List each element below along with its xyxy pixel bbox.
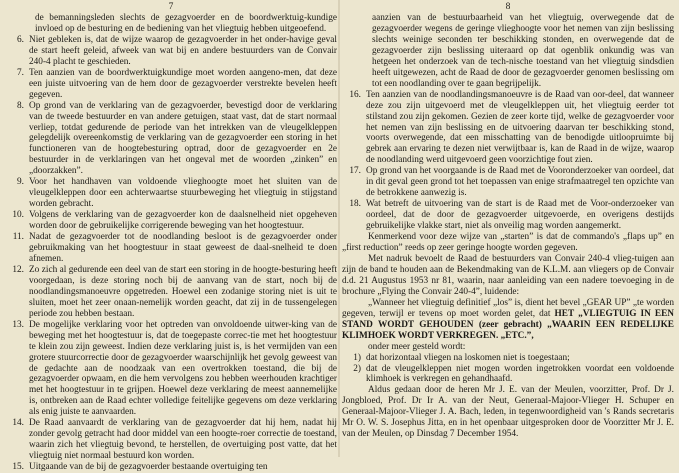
right-intro-paragraph: aanzien van de bestuurbaarheid van het vliegtuig, overwegende dat de gezagvoerder wegens de geringe vlieghoogte voor het nemen van zijn beslissing slechts weinige seconden ter beschikking stonden, en overwegende dat de gezagvoerder zijn beslissing uiteraard op dat ogenblik onkundig was van hetgeen het onderzoek van de tech-nische toestand van het vliegtuig sindsdien heeft uitgewezen, acht de Raad de door de gezagvoerder genomen beslissing om tot een noodlanding over te gaan begrijpelijk.: [372, 13, 674, 89]
left-intro-paragraph: de bemanningsleden slechts de gezagvoerder en de boordwerktuig-kundige invloed op de besturing en de bediening van het vliegtuig hebben uitgeoefend.: [35, 13, 337, 34]
numbered-paragraph-number: 15.: [12, 462, 24, 473]
numbered-paragraph-number: 18.: [349, 199, 361, 210]
numbered-paragraph-text: Niet gebleken is, dat de wijze waarop de gezagvoerder in het onder-havige geval de start heeft geleid, afweek van wat bij en andere bestuurders van de Convair 240-4 placht te geschieden.: [29, 34, 337, 67]
numbered-paragraph-text: Wat betreft de uitvoering van de start is de Raad met de Voor-onderzoeker van oordeel, dat de door de gezagvoerder uitgevoerde, en overigens destijds gebruikelijke vlakke start, niet als onveilig mag worden aangemerkt.: [366, 199, 674, 232]
numbered-paragraph-number: 9.: [17, 177, 24, 188]
numbered-paragraph: [5, 320, 337, 419]
right-numbered-list: [342, 90, 674, 232]
condition-item-text: dat de vleugelkleppen niet mogen worden ingetrokken voordat een voldoende klimhoek is verkregen en gehandhaafd.: [366, 363, 674, 385]
numbered-paragraph: [342, 166, 674, 199]
page-number-left: 7: [168, 2, 174, 12]
numbered-paragraph-text: Zo zich al gedurende een deel van de start een storing in de hoogte-besturing heeft voorgedaan, is deze storing noch bij de aanvang van de start, noch bij de noodlandingsmanoeuvre opgetreden. Hoewel een zodanige storing niet is uit te sluiten, moet het zeer onaan-nemelijk worden geacht, dat zij in de tussengelegen periode zou hebben bestaan.: [29, 264, 337, 319]
numbered-paragraph-text: De mogelijke verklaring voor het optreden van onvoldoende uitwer-king van de beweging met het hoogtestuur is, dat de toegepaste correc-tie met het hoogtestuur te klein zou zijn geweest. Indien deze verklaring juist is, is het vermijden van een grotere stuurcorrectie door de gezagvoerder waarschijnlijk het gevolg geweest van de gedachte aan de noodzaak van een overtrokken toestand, die bij de gezagvoerder opwaam, en die hem vervolgens zou hebben weerhouden krachtiger met het hoogtestuur in te grijpen. Hoewel deze verklaring de meest aannemelijke is, ontbreken aan de Raad echter volledige feitelijke gegevens om deze verklaring als enig juiste te aanvaarden.: [29, 319, 337, 418]
brochure-quote: [342, 298, 674, 342]
condition-item: [342, 353, 674, 364]
conditions-list: [342, 353, 674, 386]
numbered-paragraph: [342, 199, 674, 232]
numbered-paragraph: [5, 35, 337, 68]
kenmerkend-paragraph: Kenmerkend voor deze wijze van „starten” is dat de commando's „flaps up” en „first reduction” reeds op zeer geringe hoogte worden gegeven.: [342, 232, 674, 254]
numbered-paragraph-text: De Raad aanvaardt de verklaring van de gezagvoerder dat hij hem, nadat hij zonder gevolg getracht had door middel van een hoogte-roer correctie de toestand, waarin zich het vliegtuig bevond, te herstellen, de overtuiging post vatte, dat het vliegtuig niet normaal bestuurd kon worden.: [29, 418, 337, 462]
left-numbered-list: [5, 35, 337, 473]
numbered-paragraph: [5, 232, 337, 265]
nadruk-paragraph: Met nadruk bevoelt de Raad de bestuurders van Convair 240-4 vlieg-tuigen aan zijn de band te houden aan de Bekendmaking van de K.L.M. aan vliegers op de Convair d.d. 21 Augustus 1953 nr 81, waarin, naar aanleiding van een nadere toevoeging in de brochure „Flying the Convair 240-4”, luidende:: [342, 253, 674, 297]
numbered-paragraph: [5, 418, 337, 462]
brochure-quote-plain: „Wanneer het vliegtuig definitief „los” is, dient het bevel „GEAR UP” „te worden gegeven, terwijl er tevens op moet worden gelet, dat: [342, 297, 674, 319]
left-page: [5, 0, 337, 473]
right-page: [342, 0, 674, 457]
numbered-paragraph: [342, 90, 674, 167]
numbered-paragraph: [5, 101, 337, 178]
numbered-paragraph-number: 11.: [12, 232, 24, 243]
onder-meer-line: onder meer gesteld wordt:: [368, 341, 466, 352]
numbered-paragraph-number: 16.: [349, 89, 361, 100]
numbered-paragraph-number: 7.: [17, 67, 24, 78]
signature-paragraph: Aldus gedaan door de heren Mr J. E. van der Meulen, voorzitter, Prof. Dr J. Jongbloed, Prof. Dr Ir A. van der Neut, Generaal-Majoor-Vlieger H. Schuper en Generaal-Majoor-Vlieger J. A. Bach, leden, in tegenwoordigheid van 's Rands secretaris Mr O. W. S. Josephus Jitta, en in het openbaar uitgesproken door de Voorzitter Mr J. E. van der Meulen, op Dinsdag 7 December 1954.: [342, 385, 674, 440]
numbered-paragraph-text: Nadat de gezagvoerder tot de noodlanding besloot is de gezagvoerder onder gebruikmaking van het hoogtestuur in staat geweest de daal-snelheid te doen afnemen.: [29, 232, 337, 264]
condition-item-number: 1): [353, 352, 361, 363]
numbered-paragraph-number: 6.: [17, 34, 24, 45]
numbered-paragraph: [5, 462, 337, 473]
brochure-quote-bold: HET „VLIEGTUIG IN EEN STAND WORDT GEHOUDEN (zeer gebracht) „WAARIN EEN REDELIJKE KLIMHOEK WORDT VERKREGEN. „ETC.”,: [342, 308, 674, 341]
numbered-paragraph-number: 14.: [12, 418, 24, 429]
numbered-paragraph-text: Op grond van het voorgaande is de Raad met de Vooronderzoeker van oordeel, dat in dit geval geen grond tot het toepassen van enige strafmaatregel ten opzichte van de betrokkene aanwezig is.: [366, 166, 674, 199]
numbered-paragraph: [5, 210, 337, 232]
numbered-paragraph-number: 8.: [17, 100, 24, 111]
numbered-paragraph-number: 10.: [12, 210, 24, 221]
condition-item: [342, 364, 674, 386]
numbered-paragraph-number: 12.: [12, 264, 24, 275]
page-number-right: 8: [505, 2, 511, 12]
numbered-paragraph-text: Uitgaande van de bij de gezagvoerder bestaande overtuiging ten: [29, 462, 268, 473]
numbered-paragraph-text: Op grond van de verklaring van de gezagvoerder, bevestigd door de verklaring van de tweede bestuurder en van andere getuigen, staat vast, dat de start normaal verliep, totdat gedurende de periode van het intrekken van de vleugelkleppen gelegdelijk overeenkomstig de verklaring van de gezagvoerder een storing in het functioneren van de hoogtebesturing optrad, door de gezagvoerder en 2e bestuurder in de verklaringen van het ongeval met de woorden „zinken” en „doorzakken”.: [29, 100, 337, 177]
condition-item-number: 2): [353, 363, 361, 374]
numbered-paragraph: [5, 265, 337, 320]
numbered-paragraph-text: Ten aanzien van de boordwerktuigkundige moet worden aangeno-men, dat deze een juiste uitvoering van de hem door de gezagvoerder verstrekte bevelen heeft gegeven.: [29, 67, 337, 100]
numbered-paragraph-text: Volgens de verklaring van de gezagvoerder kon de daalsnelheid niet opgeheven worden door de gebruikelijke corrigerende beweging van het hoogtestuur.: [29, 210, 337, 232]
numbered-paragraph-text: Ten aanzien van de noodlandingsmanoeuvre is de Raad van oor-deel, dat wanneer deze zou zijn uitgevoerd met de vleugelkleppen uit, het vliegtuig eerder tot stilstand zou zijn gekomen. Gezien de zeer korte tijd, welke de gezagvoerder voor het nemen van zijn beslissing en de uitvoering daarvan ter beschikking stond, voorts overwegende, dat een misschatting van de benodigde uitloopruimte bij gebrek aan ervaring te dezen niet verwijtbaar is, kan de Raad in de wijze, waarop de noodlanding werd uitgevoerd geen voorzichtige fout zien.: [366, 89, 674, 166]
page-gutter: [338, 0, 340, 457]
numbered-paragraph-text: Voor het handhaven van voldoende vlieghoogte moet het sluiten van de vleugelkleppen door een achterwaartse stuurbeweging het vliegtuig in stijgstand worden gebracht.: [29, 177, 337, 210]
numbered-paragraph-number: 17.: [349, 166, 361, 177]
condition-item-text: dat horizontaal vliegen na loskomen niet is toegestaan;: [366, 352, 570, 363]
numbered-paragraph: [5, 68, 337, 101]
numbered-paragraph-number: 13.: [12, 319, 24, 330]
numbered-paragraph: [5, 177, 337, 210]
